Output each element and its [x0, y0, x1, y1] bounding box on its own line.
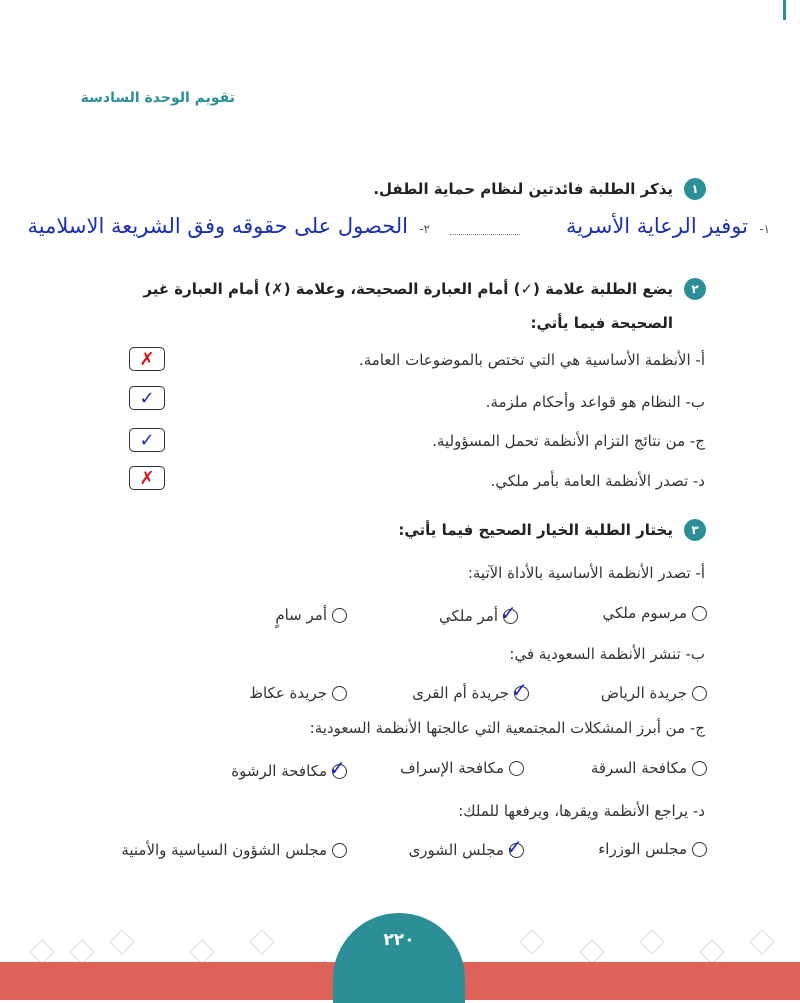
question-2-line-2: الصحيحة فيما يأتي:: [530, 314, 673, 332]
check-mark-icon: ✓: [329, 755, 346, 780]
radio-icon[interactable]: [332, 608, 347, 623]
option-3c-1[interactable]: مكافحة السرقة: [591, 756, 707, 780]
radio-icon[interactable]: [509, 761, 524, 776]
x-mark-icon: ✗: [139, 348, 155, 370]
radio-icon[interactable]: [329, 755, 347, 780]
radio-icon[interactable]: [692, 606, 707, 621]
statement-d: د- تصدر الأنظمة العامة بأمر ملكي.: [490, 472, 705, 490]
statement-a-answer-box[interactable]: [129, 347, 165, 371]
question-3-text: يختار الطلبة الخيار الصحيح فيما يأتي:: [398, 521, 673, 539]
question-2-line-1: يضع الطلبة علامة (✓) أمام العبارة الصحيحة، وعلامة (✗) أمام العبارة غير: [143, 280, 673, 298]
statement-a: أ- الأنظمة الأساسية هي التي تختص بالموضوعات العامة.: [358, 351, 705, 369]
option-3c-3[interactable]: ✓ مكافحة الرشوة: [231, 755, 346, 780]
statement-d-answer-box[interactable]: [129, 466, 165, 490]
question-3b-stem: ب- تنشر الأنظمة السعودية في:: [509, 645, 705, 663]
radio-icon[interactable]: [692, 686, 707, 701]
radio-icon[interactable]: [332, 843, 347, 858]
unit-title: تقويم الوحدة السادسة: [80, 90, 235, 106]
check-mark-icon: ✓: [139, 387, 155, 409]
option-3a-3[interactable]: أمر سامٍ: [275, 603, 347, 627]
statement-b-answer-box[interactable]: [129, 386, 165, 410]
question-1-answers: [10, 212, 770, 246]
statement-c: ج- من نتائج التزام الأنظمة تحمل المسؤولية.: [432, 432, 705, 450]
answer-1-text[interactable]: توفير الرعاية الأسرية: [566, 214, 748, 238]
option-3d-1[interactable]: مجلس الوزراء: [598, 837, 707, 861]
answer-1-dotted-line: [450, 234, 520, 235]
option-3d-3[interactable]: مجلس الشؤون السياسية والأمنية: [121, 838, 347, 862]
question-2-number: ٢: [684, 278, 706, 300]
question-1-text: يذكر الطلبة فائدتين لنظام حماية الطفل.: [373, 180, 673, 198]
radio-icon[interactable]: [506, 834, 524, 859]
radio-icon[interactable]: [511, 677, 529, 702]
statement-c-answer-box[interactable]: [129, 428, 165, 452]
radio-icon[interactable]: [332, 686, 347, 701]
answer-2-number: ٢-: [419, 222, 430, 236]
radio-icon[interactable]: [692, 842, 707, 857]
check-mark-icon: ✓: [500, 600, 517, 625]
question-1-number: ١: [684, 178, 706, 200]
option-3d-2[interactable]: ✓ مجلس الشورى: [408, 834, 523, 859]
question-3a-stem: أ- تصدر الأنظمة الأساسية بالأداة الآتية:: [467, 564, 705, 582]
radio-icon[interactable]: [500, 600, 518, 625]
option-3b-3[interactable]: جريدة عكاظ: [249, 681, 347, 705]
statement-b: ب- النظام هو قواعد وأحكام ملزمة.: [485, 393, 705, 411]
option-3a-1[interactable]: مرسوم ملكي: [603, 601, 707, 625]
question-3c-stem: ج- من أبرز المشكلات المجتمعية التي عالجتها الأنظمة السعودية:: [309, 719, 705, 737]
check-mark-icon: ✓: [139, 429, 155, 451]
radio-icon[interactable]: [692, 761, 707, 776]
check-mark-icon: ✓: [511, 677, 528, 702]
page-number: ٢٢٠: [383, 930, 415, 950]
option-3b-2[interactable]: ✓ جريدة أم القرى: [412, 677, 528, 702]
x-mark-icon: ✗: [139, 467, 155, 489]
option-3b-1[interactable]: جريدة الرياض: [601, 681, 707, 705]
check-mark-icon: ✓: [506, 834, 523, 859]
question-3-number: ٣: [684, 519, 706, 541]
answer-1-number: ١-: [759, 222, 770, 236]
answer-2-text[interactable]: الحصول على حقوقه وفق الشريعة الاسلامية: [27, 214, 408, 238]
option-3c-2[interactable]: مكافحة الإسراف: [400, 756, 524, 780]
option-3a-2[interactable]: ✓ أمر ملكي: [438, 600, 517, 625]
corner-mark: [783, 0, 786, 20]
question-3d-stem: د- يراجع الأنظمة ويقرها، ويرفعها للملك:: [458, 802, 705, 820]
